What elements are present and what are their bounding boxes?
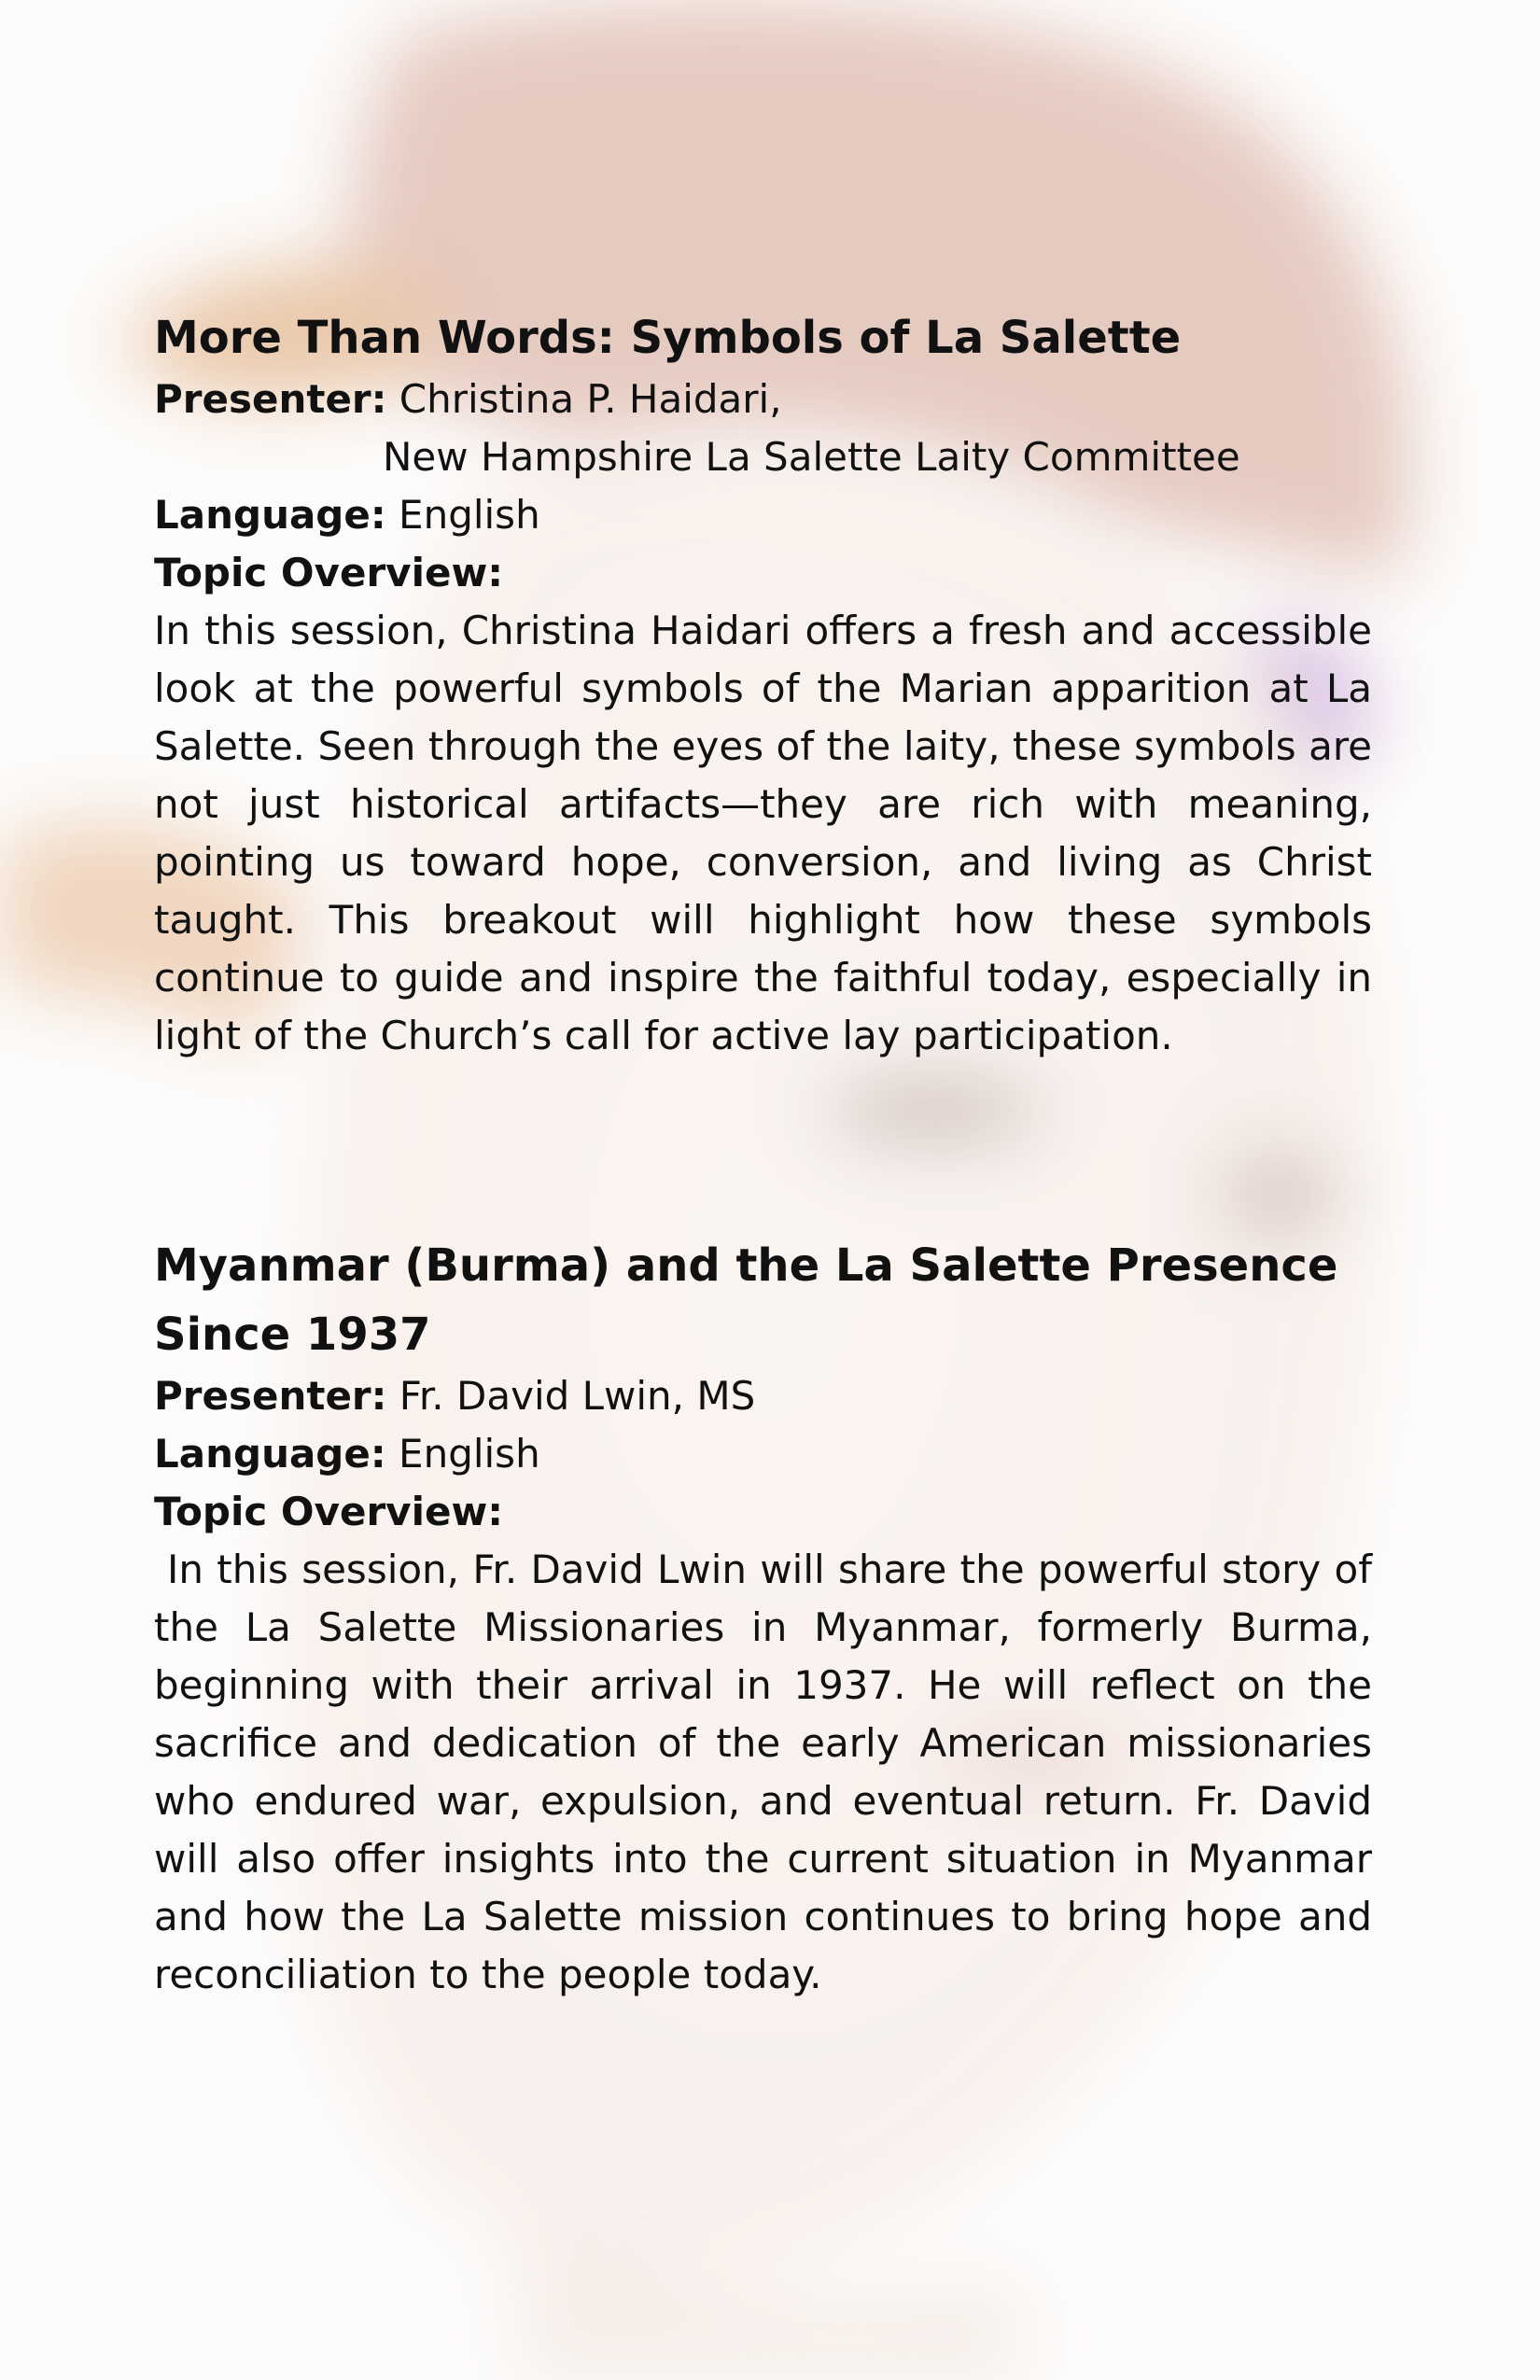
- presenter-label: Presenter:: [154, 376, 387, 422]
- topic-overview-label: Topic Overview:: [154, 1489, 504, 1534]
- presenter-line: [154, 371, 1372, 428]
- language-line: [154, 486, 1372, 544]
- topic-overview-text: In this session, Fr. David Lwin will share the powerful story of the La Salette Missionaries in Myanmar, formerly Burma, beginning with their arrival in 1937. He will reflect on the sacrifice and dedication of the early American missionaries who endured war, expulsion, and eventual return. Fr. David will also offer insights into the current situation in Myanmar and how the La Salette mission continues to bring hope and reconciliation to the people today.: [154, 1547, 1372, 1997]
- presenter-label: Presenter:: [154, 1373, 387, 1419]
- language-value: English: [399, 492, 540, 538]
- language-value: English: [399, 1431, 540, 1477]
- page-content: [154, 303, 1372, 2004]
- session-title: Myanmar (Burma) and the La Salette Presence Since 1937: [154, 1239, 1338, 1361]
- presenter-name: Christina P. Haidari,: [399, 376, 782, 422]
- session-symbols-of-la-salette: [154, 303, 1372, 1065]
- session-title: More Than Words: Symbols of La Salette: [154, 312, 1182, 364]
- topic-overview-label: Topic Overview:: [154, 550, 504, 595]
- session-myanmar-la-salette: [154, 1231, 1372, 2004]
- language-label: Language:: [154, 1431, 386, 1477]
- presenter-affiliation: New Hampshire La Salette Laity Committee: [383, 434, 1240, 480]
- presenter-line: [154, 1367, 1372, 1425]
- presenter-name: Fr. David Lwin, MS: [399, 1373, 756, 1419]
- language-line: [154, 1425, 1372, 1483]
- topic-overview-text: In this session, Christina Haidari offers a fresh and accessible look at the powerful symbols of the Marian apparition at La Salette. Seen through the eyes of the laity, these symbols are not just historical artifacts—they are rich with meaning, pointing us toward hope, conversion, and living as Christ taught. This breakout will highlight how these symbols continue to guide and inspire the faithful today, especially in light of the Church’s call for active lay participation.: [154, 608, 1372, 1058]
- language-label: Language:: [154, 492, 386, 538]
